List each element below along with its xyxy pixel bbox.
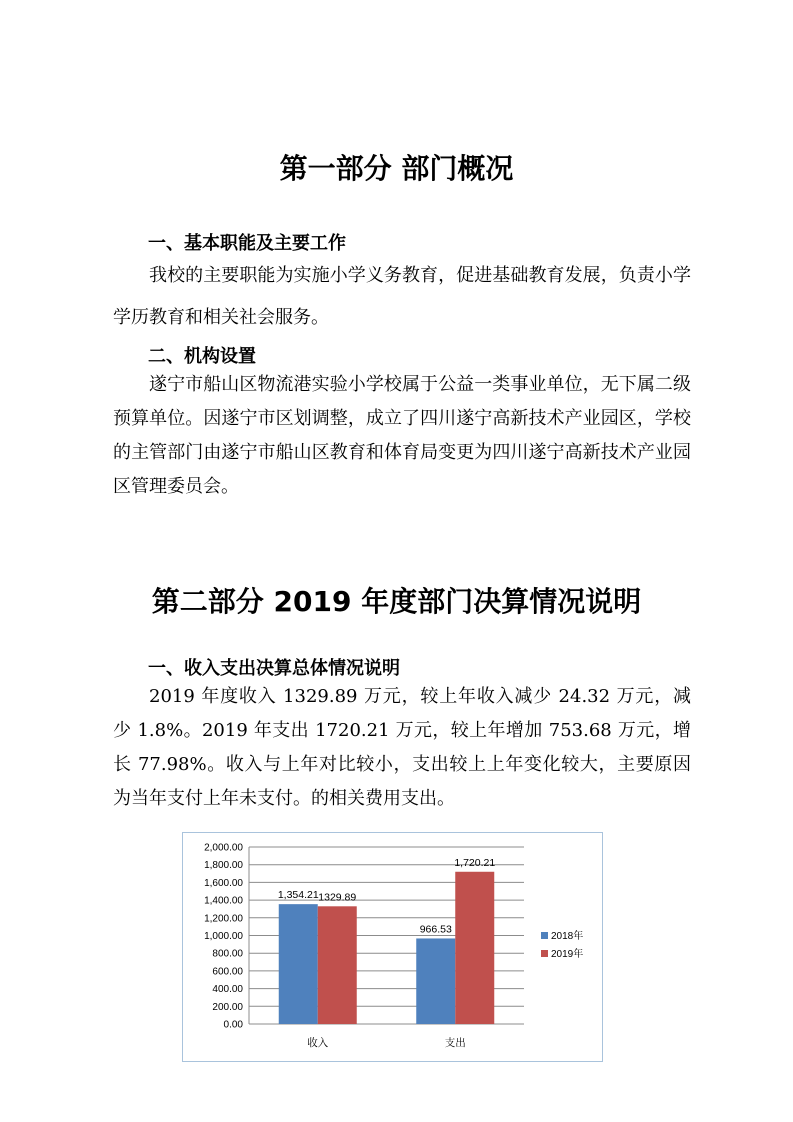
y-tick-label: 1,000.00: [204, 931, 243, 942]
y-tick-label: 800.00: [212, 948, 243, 960]
y-tick-label: 1,200.00: [204, 913, 243, 925]
legend-swatch: [541, 932, 548, 939]
data-label: 1329.89: [318, 891, 357, 904]
y-tick-label: 400.00: [212, 984, 243, 996]
bar-2018年: [416, 938, 455, 1024]
chart-svg: [183, 833, 604, 1063]
part1-section2-text: 遂宁市船山区物流港实验小学校属于公益一类事业单位，无下属二级预算单位。因遂宁市区划调整，成立了四川遂宁高新技术产业园区，学校的主管部门由遂宁市船山区教育和体育局变更为四川遂宁高新技术产业园区管理委员会。: [113, 374, 691, 497]
legend-label: 2018年: [551, 931, 584, 942]
part1-section1-text: 我校的主要职能为实施小学义务教育，促进基础教育发展，负责小学学历教育和相关社会服务。: [113, 265, 691, 328]
data-label: 1,354.21: [277, 889, 319, 902]
bar-2018年: [279, 904, 318, 1024]
part1-title: 第一部分 部门概况: [279, 152, 514, 185]
x-tick-label: 支出: [444, 1037, 466, 1049]
legend-label: 2019年: [551, 949, 584, 960]
part2-title: 第二部分 2019 年度部门决算情况说明: [151, 585, 642, 618]
data-label: 1,720.21: [454, 856, 496, 869]
y-tick-label: 200.00: [212, 1001, 243, 1013]
y-tick-label: 1,600.00: [204, 877, 243, 889]
part1-section1-heading: 一、基本职能及主要工作: [148, 233, 346, 254]
y-tick-label: 1,800.00: [204, 860, 243, 872]
y-tick-label: 2,000.00: [204, 842, 243, 854]
part1-section2-heading: 二、机构设置: [148, 346, 256, 367]
legend-swatch: [541, 950, 548, 957]
y-tick-label: 600.00: [212, 966, 243, 978]
bar-2019年: [318, 906, 357, 1024]
y-tick-label: 1,400.00: [204, 895, 243, 907]
data-label: 966.53: [419, 923, 452, 936]
y-tick-label: 0.00: [223, 1019, 243, 1031]
income-expense-chart: [182, 832, 603, 1062]
x-tick-label: 收入: [307, 1037, 329, 1049]
part2-section1-text: 2019 年度收入 1329.89 万元，较上年收入减少 24.32 万元，减少 1.8%。2019 年支出 1720.21 万元，较上年增加 753.68 万元，增长 77.98%。收入与上年对比较小，支出较上上年变化较大，主要原因为当年支付上年未支付。的相关费用支出。: [113, 686, 691, 809]
part2-section1-heading: 一、收入支出决算总体情况说明: [148, 658, 400, 679]
bar-2019年: [455, 872, 494, 1024]
